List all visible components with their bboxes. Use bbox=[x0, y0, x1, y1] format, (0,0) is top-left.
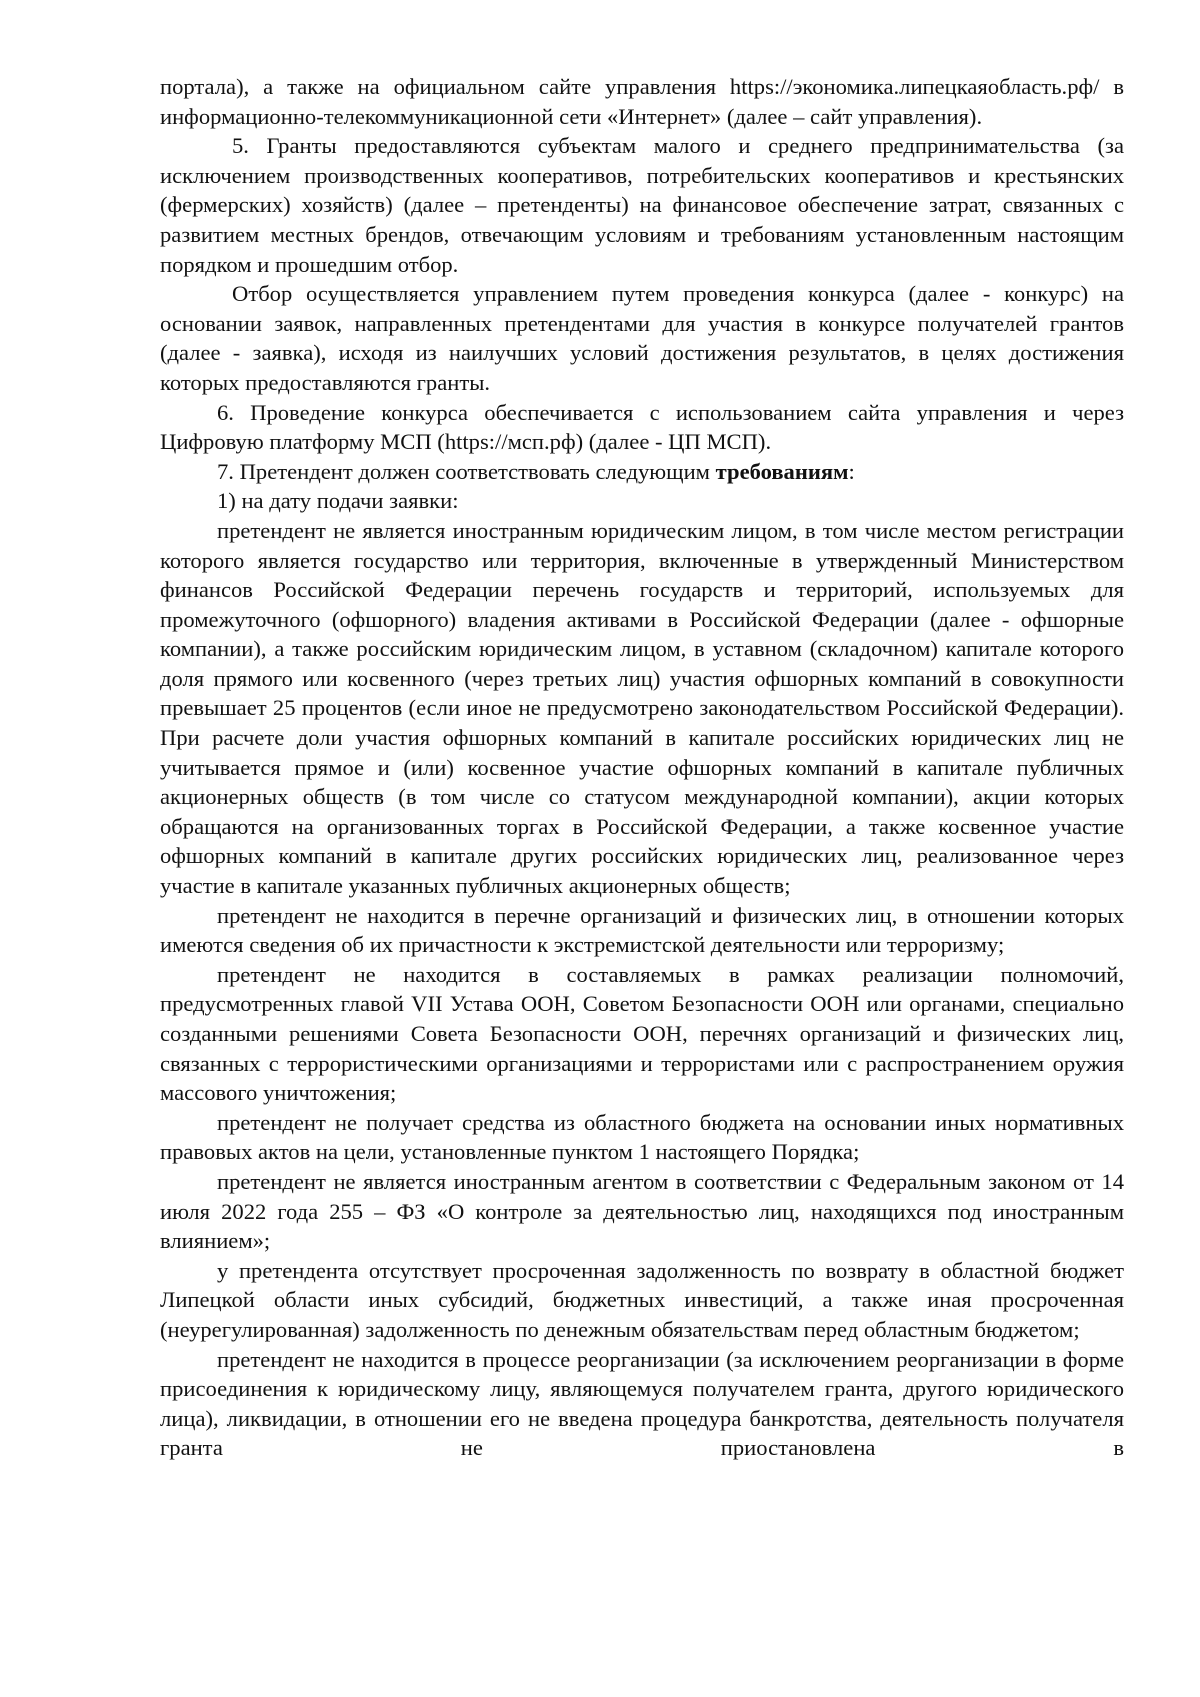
requirements-lead-text: 7. Претендент должен соответствовать следующим bbox=[217, 458, 716, 484]
paragraph-debt-requirement: у претендента отсутствует просроченная задолженность по возврату в областной бюджет Липецкой области иных субсидий, бюджетных инвестиций, а также иная просроченная (неурегулированная) задолженность по денежным обязательствам перед областным бюджетом; bbox=[160, 1257, 1124, 1342]
paragraph-item-7-requirements bbox=[160, 457, 1124, 487]
paragraph-portal-continuation: портала), а также на официальном сайте управления https://экономика.липецкаяобласть.рф/ в информационно-телекоммуникационной сети «Интернет» (далее – сайт управления). bbox=[160, 74, 1124, 129]
paragraph-un-sanctions-requirement: претендент не находится в составляемых в рамках реализации полномочий, предусмотренных главой VII Устава ООН, Советом Безопасности ООН или органами, специально созданными решениями Совета Безопасности ООН, перечнях организаций и физических лиц, связанных с террористическими организациями и террористами или с распространением оружия массового уничтожения; bbox=[160, 961, 1124, 1106]
paragraph-reorganization-requirement: претендент не находится в процессе реорганизации (за исключением реорганизации в форме присоединения к юридическому лицу, являющемуся получателем гранта, другого юридического лица), ликвидации, в отношении его не введена процедура банкротства, деятельность получателя гранта не приостановлена в bbox=[160, 1346, 1124, 1461]
paragraph-extremism-requirement: претендент не находится в перечне организаций и физических лиц, в отношении которых имеются сведения об их причастности к экстремистской деятельности или терроризму; bbox=[160, 902, 1124, 958]
paragraph-budget-funds-requirement: претендент не получает средства из областного бюджета на основании иных нормативных правовых актов на цели, установленные пунктом 1 настоящего Порядка; bbox=[160, 1109, 1124, 1165]
requirements-colon: : bbox=[848, 458, 855, 484]
paragraph-subitem-1-application-date: 1) на дату подачи заявки: bbox=[217, 488, 459, 514]
paragraph-foreign-agent-requirement: претендент не является иностранным агентом в соответствии с Федеральным законом от 14 июля 2022 года 255 – ФЗ «О контроле за деятельностью лиц, находящихся под иностранным влиянием»; bbox=[160, 1168, 1124, 1254]
paragraph-offshore-requirement: претендент не является иностранным юридическим лицом, в том числе местом регистрации которого является государство или территория, включенные в утвержденный Министерством финансов Российской Федерации перечень государств и территорий, используемых для промежуточного (офшорного) владения активами в Российской Федерации (далее - офшорные компании), а также российским юридическим лицом, в уставном (складочном) капитале которого доля прямого или косвенного (через третьих лиц) участия офшорных компаний в совокупности превышает 25 процентов (если иное не предусмотрено законодательством Российской Федерации). При расчете доли участия офшорных компаний в капитале российских юридических лиц не учитывается прямое и (или) косвенное участие офшорных компаний в капитале публичных акционерных обществ (в том числе со статусом международной компании), акции которых обращаются на организованных торгах в Российской Федерации, а также косвенное участие офшорных компаний в капитале других российских юридических лиц, реализованное через участие в капитале указанных публичных акционерных обществ; bbox=[160, 517, 1124, 899]
requirements-bold-word: требованиям bbox=[715, 458, 849, 484]
paragraph-item-6-contest-platform: 6. Проведение конкурса обеспечивается с использованием сайта управления и через Цифровую платформу МСП (https://мсп.рф) (далее - ЦП МСП). bbox=[160, 399, 1124, 455]
paragraph-item-5-grants: 5. Гранты предоставляются субъектам малого и среднего предпринимательства (за исключением производственных кооперативов, потребительских кооперативов и крестьянских (фермерских) хозяйств) (далее – претенденты) на финансовое обеспечение затрат, связанных с развитием местных брендов, отвечающим условиям и требованиям установленным настоящим порядком и прошедшим отбор. bbox=[160, 133, 1124, 277]
paragraph-selection-contest: Отбор осуществляется управлением путем проведения конкурса (далее - конкурс) на основании заявок, направленных претендентами для участия в конкурсе получателей грантов (далее - заявка), исходя из наилучших условий достижения результатов, в целях достижения которых предоставляются гранты. bbox=[160, 281, 1124, 395]
